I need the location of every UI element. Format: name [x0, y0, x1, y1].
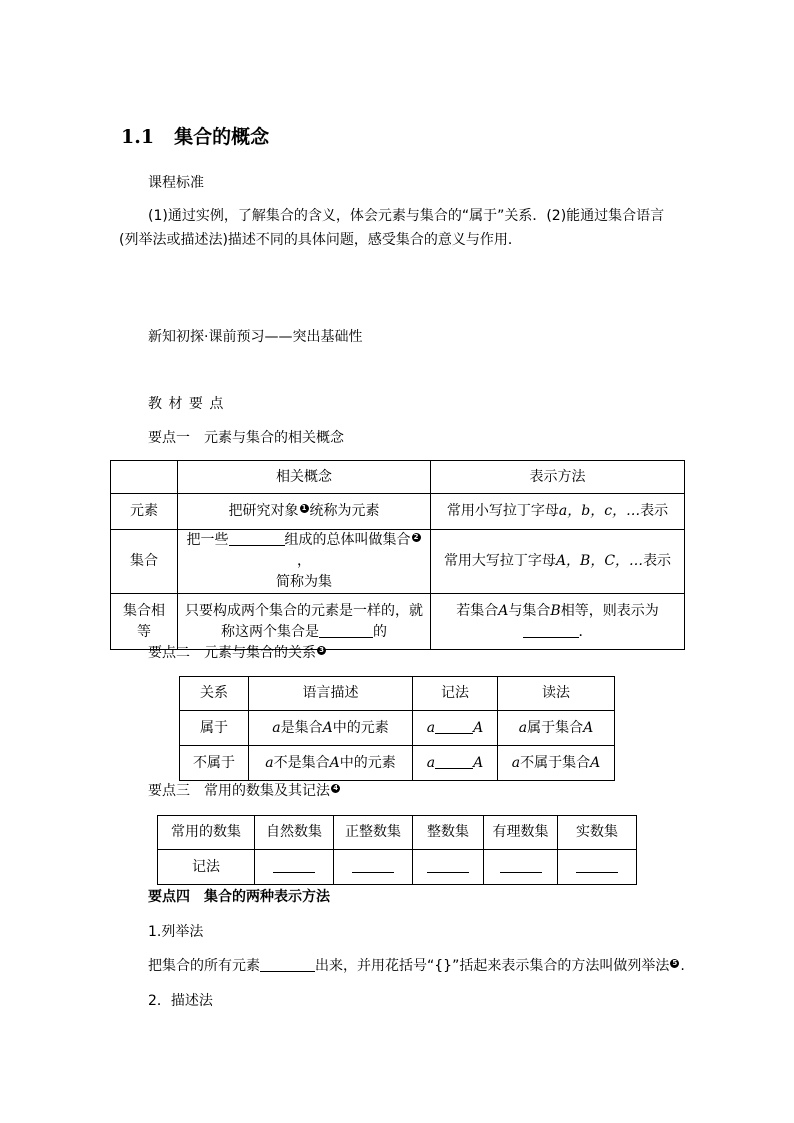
footnote-marker: 3	[317, 646, 326, 655]
text: .	[680, 958, 685, 974]
reading-cell	[498, 746, 615, 781]
text: 要点三 常用的数集及其记法	[148, 783, 330, 799]
fill-blank[interactable]	[319, 623, 373, 638]
text: 把集合的所有元素	[148, 958, 260, 974]
relation-cell: 不属于	[180, 746, 249, 781]
text: 集合相	[123, 602, 165, 619]
table-header: 整数集	[413, 816, 484, 850]
letter: a	[518, 719, 528, 736]
letter: a	[511, 754, 521, 771]
relation-cell: 属于	[180, 711, 249, 746]
section-banner: 新知初探·课前预习——突出基础性	[148, 329, 363, 345]
notation-cell	[413, 746, 498, 781]
text: ．	[578, 623, 593, 640]
letter: A	[473, 754, 484, 771]
point2-heading	[148, 642, 327, 662]
table-row	[111, 530, 685, 594]
table-header: 有理数集	[484, 816, 558, 850]
letter: A	[498, 602, 509, 619]
letter: a	[426, 754, 436, 771]
letters: a，b，c，…	[558, 503, 641, 519]
point4-heading: 要点四 集合的两种表示方法	[148, 889, 330, 905]
text: 相等，则表示为	[560, 602, 659, 619]
concept-cell	[178, 530, 431, 594]
footnote-marker: 2	[412, 533, 421, 542]
table-header: 正整数集	[334, 816, 413, 850]
fill-blank[interactable]	[435, 754, 473, 769]
table-header: 读法	[498, 677, 615, 711]
fill-blank[interactable]	[435, 719, 473, 734]
letter: A	[322, 719, 333, 736]
table-row	[180, 746, 615, 781]
letter: B	[550, 602, 561, 619]
textbook-points-heading: 教 材 要 点	[148, 396, 225, 412]
text: 组成的总体叫做集合	[284, 532, 411, 548]
fill-blank[interactable]	[500, 858, 542, 873]
text: 表示	[640, 503, 669, 519]
fill-blank[interactable]	[273, 858, 315, 873]
text: 中的元素	[339, 754, 396, 771]
table-header: 自然数集	[255, 816, 334, 850]
text: 称这两个集合是	[221, 623, 319, 640]
fill-blank[interactable]	[260, 957, 315, 972]
text: 常用小写拉丁字母	[446, 503, 559, 519]
text: 出来，并用花括号“{}”括起来表示集合的方法叫做列举法	[315, 958, 670, 974]
fill-blank[interactable]	[523, 623, 579, 638]
point1-table	[110, 460, 685, 650]
text: 属于集合	[527, 719, 584, 736]
fill-blank[interactable]	[576, 858, 618, 873]
letter: A	[590, 754, 601, 771]
notation-cell	[413, 711, 498, 746]
table-header: 语言描述	[249, 677, 413, 711]
table-header: 记法	[413, 677, 498, 711]
text: 是集合	[280, 719, 323, 736]
letter: A	[583, 719, 594, 736]
table-header: 实数集	[558, 816, 637, 850]
text: 把一些	[186, 532, 229, 548]
text: 常用大写拉丁字母	[443, 553, 556, 569]
enumeration-text	[148, 955, 685, 975]
answer-cell	[413, 850, 484, 885]
table-row	[111, 494, 685, 530]
text: 要点二 元素与集合的关系	[148, 645, 316, 661]
description-method-heading: 2．描述法	[148, 993, 213, 1009]
letter: a	[265, 754, 274, 771]
row-label: 集合	[111, 530, 178, 594]
answer-cell	[558, 850, 637, 885]
letter: a	[272, 719, 281, 736]
text: 不是集合	[273, 754, 330, 771]
enumeration-heading: 1.列举法	[148, 924, 204, 940]
answer-cell	[484, 850, 558, 885]
answer-cell	[255, 850, 334, 885]
table-header: 相关概念	[178, 461, 431, 494]
letter: A	[473, 719, 484, 736]
fill-blank[interactable]	[427, 858, 469, 873]
concept-cell	[178, 494, 431, 530]
text: 若集合	[456, 602, 499, 619]
text: 不属于集合	[520, 754, 591, 771]
course-standard-heading: 课程标准	[148, 175, 204, 191]
method-cell	[431, 594, 685, 650]
text: 的	[373, 623, 387, 640]
text: 中的元素	[332, 719, 389, 736]
text: 简称为集	[276, 574, 332, 590]
table-row	[180, 711, 615, 746]
footnote-marker: 5	[670, 959, 679, 968]
point3-table	[157, 815, 637, 885]
text: 与集合	[508, 602, 551, 619]
row-label: 记法	[158, 850, 255, 885]
course-standard-paragraph: (1)通过实例，了解集合的含义，体会元素与集合的“属于”关系．(2)能通过集合语言(列举法或描述法)描述不同的具体问题，感受集合的意义与作用．	[119, 208, 665, 248]
reading-cell	[498, 711, 615, 746]
table-row	[158, 850, 637, 885]
method-cell	[431, 530, 685, 594]
footnote-marker: 4	[331, 784, 340, 793]
section-number: 1.1	[121, 126, 155, 148]
text: 等	[137, 623, 151, 640]
fill-blank[interactable]	[352, 858, 394, 873]
text: 统称为元素	[309, 503, 380, 519]
row-label: 元素	[111, 494, 178, 530]
answer-cell	[334, 850, 413, 885]
point3-heading	[148, 780, 341, 800]
page-title	[121, 122, 269, 149]
table-header: 表示方法	[431, 461, 685, 494]
description-cell	[249, 711, 413, 746]
footnote-marker: 1	[300, 504, 309, 513]
text: ，	[297, 553, 311, 569]
text: 表示	[643, 553, 672, 569]
description-cell	[249, 746, 413, 781]
section-title: 集合的概念	[174, 126, 270, 148]
fill-blank[interactable]	[229, 531, 285, 546]
letter: a	[426, 719, 436, 736]
method-cell	[431, 494, 685, 530]
table-header: 常用的数集	[158, 816, 255, 850]
text: 只要构成两个集合的元素是一样的，就	[185, 602, 423, 619]
letter: A	[329, 754, 340, 771]
letters: A，B，C，…	[555, 553, 644, 569]
point2-table	[179, 676, 615, 781]
text: 把研究对象	[228, 503, 299, 519]
table-header: 关系	[180, 677, 249, 711]
table-cell	[111, 461, 178, 494]
point1-heading: 要点一 元素与集合的相关概念	[148, 430, 344, 446]
